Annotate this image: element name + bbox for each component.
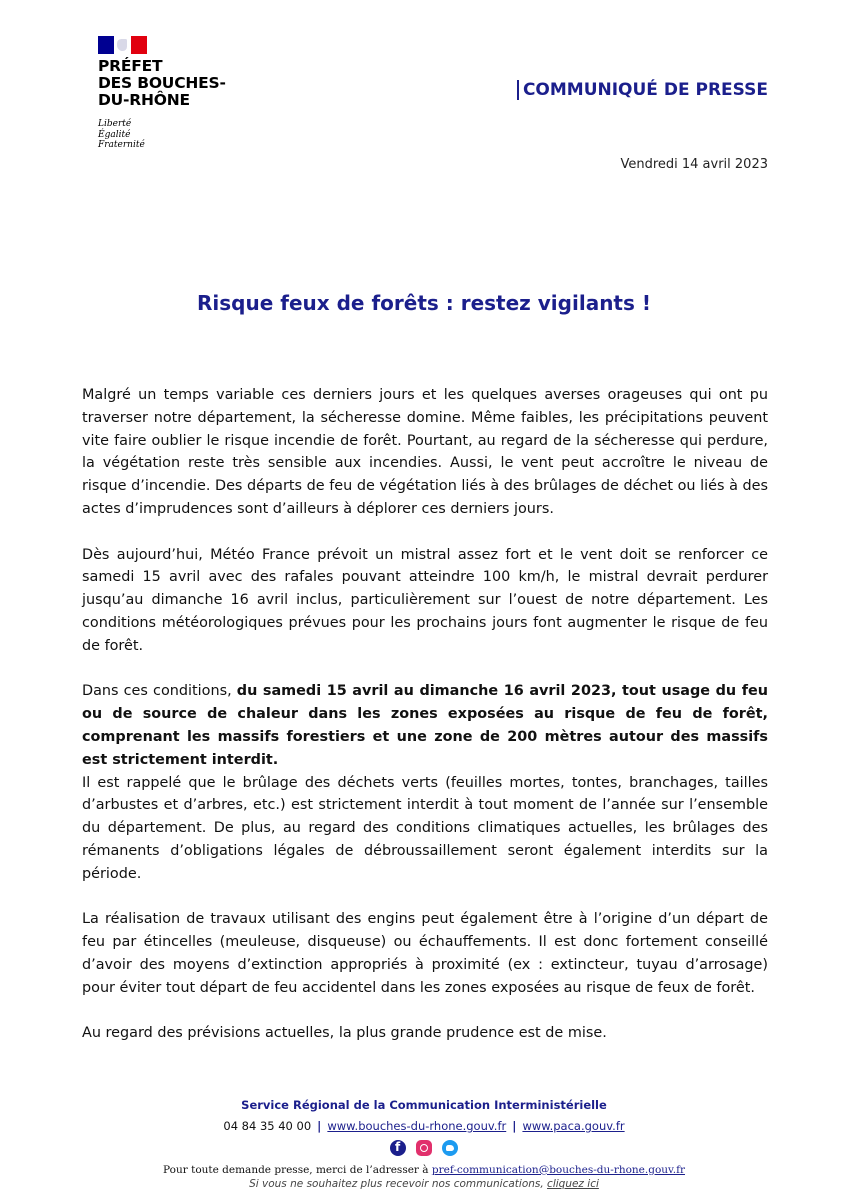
service-name: Service Régional de la Communication Interministérielle: [241, 1098, 607, 1112]
marianne-flag-icon: [98, 36, 147, 54]
instagram-icon[interactable]: [416, 1140, 432, 1156]
press-contact-text: Pour toute demande presse, merci de l’adresser à: [163, 1164, 432, 1176]
facebook-icon[interactable]: [390, 1140, 406, 1156]
footer: [0, 1096, 848, 1191]
motto-line: Fraternité: [98, 140, 145, 150]
unsubscribe-line: [0, 1177, 848, 1191]
motto-line: Égalité: [98, 129, 131, 140]
separator: |: [512, 1119, 517, 1133]
prohibition-statement: du samedi 15 avril au dimanche 16 avril 2023, tout usage du feu ou de source de chaleur dans les zones exposées au risque de feu de forêt, comprenant les massifs forestiers et une zone de 200 mètres autour des massifs est strictement interdit.: [82, 683, 768, 768]
paragraph-lead: Dans ces conditions,: [82, 683, 237, 700]
org-name-line: DU-RHÔNE: [98, 91, 190, 109]
unsubscribe-text: Si vous ne souhaitez plus recevoir nos communications,: [249, 1178, 548, 1190]
separator: |: [317, 1119, 322, 1133]
paragraph: La réalisation de travaux utilisant des engins peut également être à l’origine d’un départ de feu par étincelles (meuleuse, disqueuse) ou échauffements. Il est donc fortement conseillé d’avoir des moyens d’extinction appropriés à proximité (ex : extincteur, tuyau d’arrosage) pour éviter tout départ de feu accidentel dans les zones exposées au risque de feux de forêt.: [82, 911, 768, 996]
twitter-icon[interactable]: [442, 1140, 458, 1156]
paragraph: Malgré un temps variable ces derniers jours et les quelques averses orageuses qui ont pu traverser notre département, la sécheresse domine. Même faibles, les précipitations peuvent vite faire oublier le risque incendie de forêt. Pourtant, au regard de la sécheresse qui perdure, la végétation reste très sensible aux incendies. Aussi, le vent peut accroître le niveau de risque d’incendie. Des départs de feu de végétation liés à des brûlages de déchet ou liés à des actes d’imprudences sont d’ailleurs à déplorer ces derniers jours.: [82, 387, 768, 517]
paragraph: Il est rappelé que le brûlage des déchets verts (feuilles mortes, tontes, branchages, tailles d’arbustes et d’arbres, etc.) est strictement interdit à tout moment de l’année sur l’ensemble du département. De plus, au regard des conditions climatiques actuelles, les brûlages des rémanents d’obligations légales de débroussaillement seront également interdits sur la période.: [82, 774, 768, 882]
press-contact-line: [0, 1164, 848, 1177]
paragraph: Dès aujourd’hui, Météo France prévoit un mistral assez fort et le vent doit se renforcer ce samedi 15 avril avec des rafales pouvant atteindre 100 km/h, le mistral devrait perdurer jusqu’au dimanche 16 avril inclus, particulièrement sur l’ouest de notre département. Les conditions météorologiques prévues pour les prochains jours font augmenter le risque de feu de forêt.: [82, 546, 768, 654]
phone-number: 04 84 35 40 00: [223, 1119, 312, 1133]
unsubscribe-link[interactable]: cliquez ici: [547, 1178, 599, 1190]
paca-website-link[interactable]: www.paca.gouv.fr: [522, 1119, 625, 1133]
paragraph-prohibition: [82, 680, 768, 771]
motto-line: Liberté: [98, 119, 132, 129]
org-name-line: PRÉFET: [98, 57, 163, 75]
page-title: Risque feux de forêts : restez vigilants !: [197, 291, 651, 315]
organization-name: [98, 58, 268, 109]
press-release-label: COMMUNIQUÉ DE PRESSE: [517, 80, 768, 100]
org-name-line: DES BOUCHES-: [98, 74, 226, 92]
contact-line: [0, 1116, 848, 1136]
republic-motto: [98, 119, 268, 151]
paragraph: Au regard des prévisions actuelles, la plus grande prudence est de mise.: [82, 1025, 607, 1042]
prefecture-website-link[interactable]: www.bouches-du-rhone.gouv.fr: [327, 1119, 507, 1133]
press-email-link[interactable]: pref-communication@bouches-du-rhone.gouv.fr: [431, 1164, 685, 1176]
release-body: [82, 384, 768, 1068]
prefecture-logo: [98, 36, 268, 151]
release-date: Vendredi 14 avril 2023: [620, 157, 768, 172]
social-links: [0, 1140, 848, 1158]
